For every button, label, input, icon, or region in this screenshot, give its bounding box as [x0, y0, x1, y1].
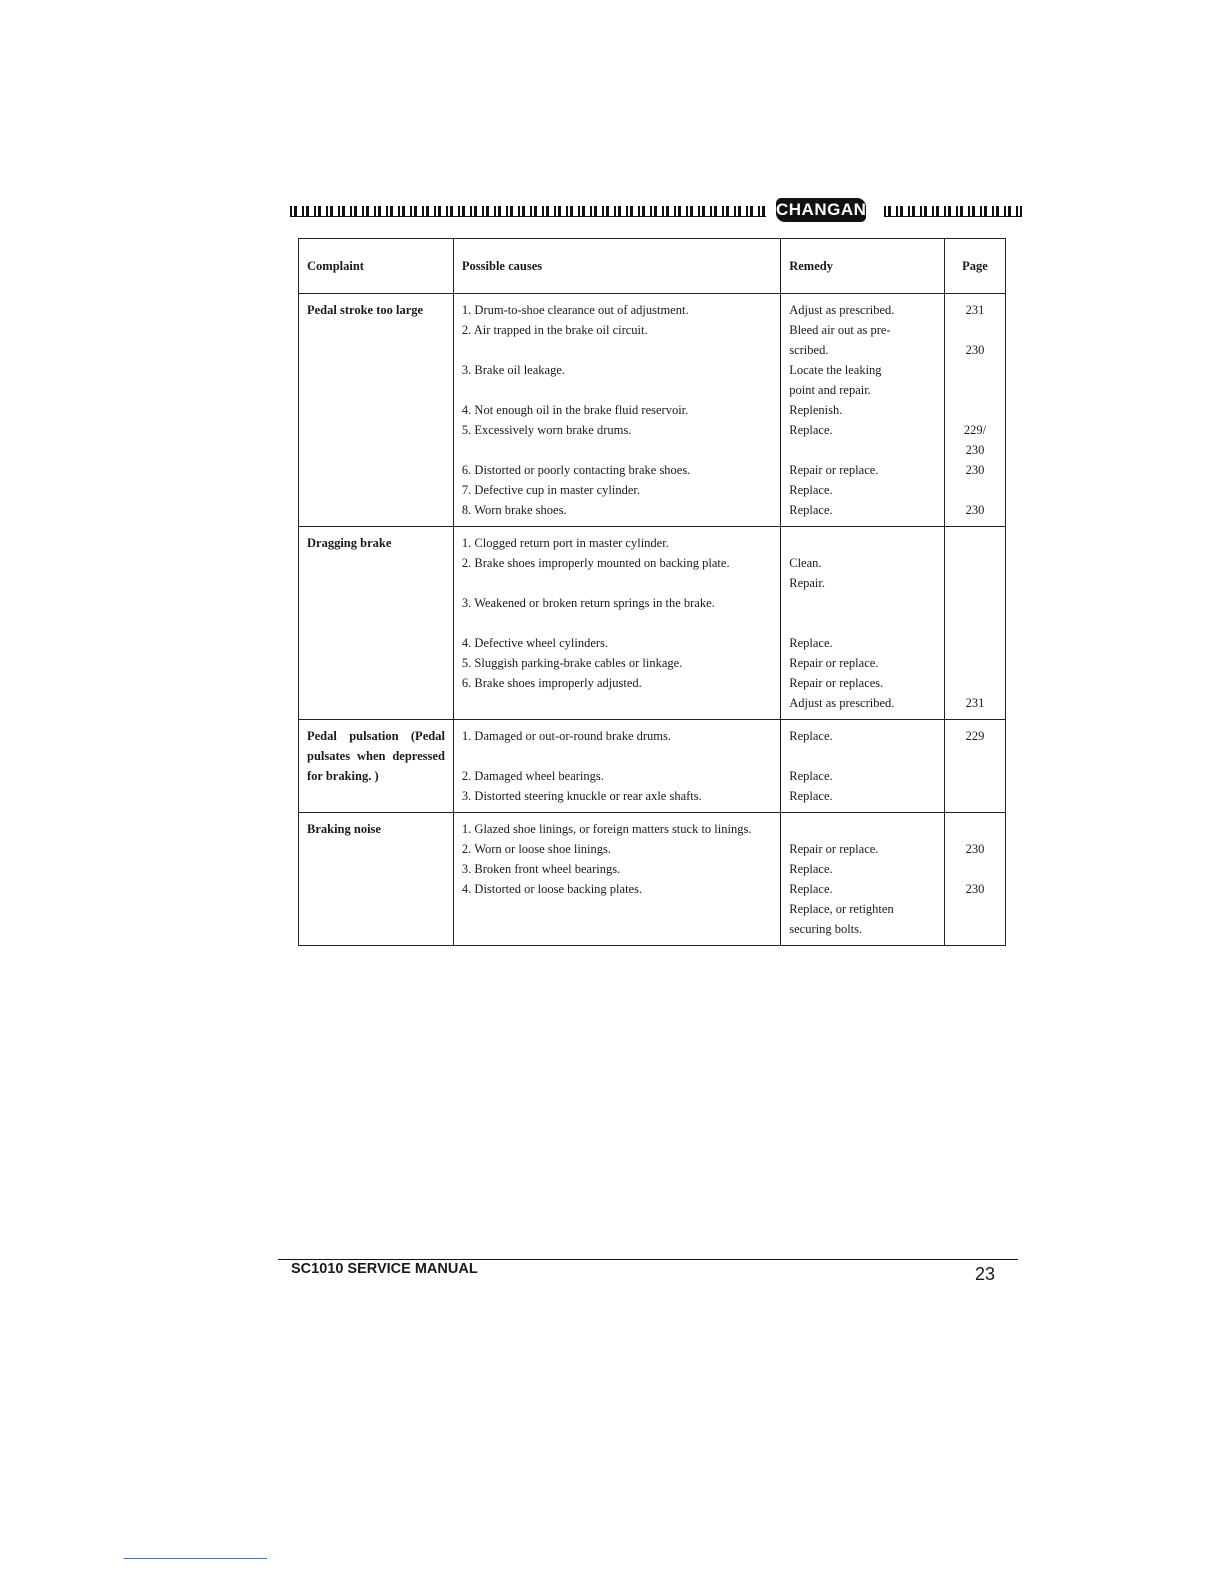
decorative-pattern-right	[884, 206, 1022, 217]
complaint-cell: Pedal pulsation (Pedal pulsates when depressed for braking. )	[299, 720, 454, 813]
page-ref-line	[953, 859, 997, 879]
cause-line: 4. Distorted or loose backing plates.	[461, 882, 643, 896]
table-header-row	[299, 239, 1006, 294]
page-ref-line	[953, 400, 997, 420]
table-row	[299, 720, 1006, 813]
page-ref-line	[953, 633, 997, 653]
header-causes: Possible causes	[453, 239, 780, 294]
remedy-line: Repair or replaces.	[789, 676, 884, 690]
page-ref-line: 231	[965, 303, 985, 317]
remedy-line: Replace.	[789, 636, 833, 650]
remedy	[781, 294, 945, 527]
remedy-line: Replace.	[789, 862, 833, 876]
cause-line: 1. Glazed shoe linings, or foreign matters stuck to linings.	[461, 822, 752, 836]
remedy-line: Adjust as prescribed.	[789, 696, 895, 710]
remedy-line: point and repair.	[789, 383, 871, 397]
cause-line: 3. Distorted steering knuckle or rear axle shafts.	[461, 789, 702, 803]
scan-artifact-line	[124, 1558, 267, 1559]
cause-line: 3. Weakened or broken return springs in the brake.	[461, 596, 715, 610]
header-page: Page	[944, 239, 1005, 294]
page-ref	[944, 720, 1005, 813]
remedy-line: Replace.	[789, 769, 833, 783]
cause-line: 7. Defective cup in master cylinder.	[461, 483, 640, 497]
page-ref-line: 230	[965, 503, 985, 517]
remedy-line: Replace, or retighten securing bolts.	[789, 902, 894, 936]
page-ref-line: 229/	[963, 423, 987, 437]
page-ref-line: 230	[965, 343, 985, 357]
page-ref-line	[953, 673, 997, 693]
page-ref-line	[953, 819, 997, 839]
cause	[453, 720, 780, 813]
remedy-line: Replace.	[789, 483, 833, 497]
page-ref-line: 230	[965, 463, 985, 477]
cause-line: 4. Not enough oil in the brake fluid reservoir.	[461, 403, 689, 417]
table-body	[299, 294, 1006, 946]
page-ref-line	[953, 320, 997, 340]
remedy-line: Adjust as prescribed.	[789, 303, 895, 317]
remedy-line	[789, 533, 936, 553]
cause	[453, 813, 780, 946]
page-ref	[944, 813, 1005, 946]
cause-line: 6. Distorted or poorly contacting brake shoes.	[461, 463, 691, 477]
cause-line	[462, 573, 772, 593]
page-ref-line: 230	[965, 842, 985, 856]
page-ref	[944, 527, 1005, 720]
remedy-line: Replace.	[789, 423, 833, 437]
cause-line: 1. Clogged return port in master cylinder.	[461, 536, 669, 550]
page-ref-line	[953, 480, 997, 500]
footer-title: SC1010 SERVICE MANUAL	[291, 1261, 478, 1277]
remedy	[781, 527, 945, 720]
page-ref-line	[953, 613, 997, 633]
table-row	[299, 813, 1006, 946]
remedy-line	[789, 440, 936, 460]
table-row	[299, 294, 1006, 527]
remedy-line: Replace.	[789, 503, 833, 517]
page-ref-line	[953, 553, 997, 573]
header-remedy: Remedy	[781, 239, 945, 294]
remedy-line	[789, 593, 936, 613]
cause-line	[462, 340, 772, 360]
brand-logo: CHANGAN	[776, 198, 866, 222]
cause-line: 1. Damaged or out-or-round brake drums.	[461, 729, 671, 743]
page-ref-line: 230	[965, 443, 985, 457]
cause-line: 3. Brake oil leakage.	[461, 363, 566, 377]
cause-line	[462, 380, 772, 400]
remedy-line	[789, 746, 936, 766]
cause-line: 2. Damaged wheel bearings.	[461, 769, 604, 783]
header-band	[290, 196, 1022, 226]
remedy-line: Replace.	[789, 729, 833, 743]
page-ref-line	[953, 593, 997, 613]
cause-line: 5. Sluggish parking-brake cables or linkage.	[461, 656, 683, 670]
page-ref-line: 229	[965, 729, 985, 743]
remedy	[781, 813, 945, 946]
decorative-pattern-left	[290, 206, 766, 217]
page-ref-line	[953, 573, 997, 593]
remedy	[781, 720, 945, 813]
footer-rule	[278, 1259, 1018, 1260]
cause-line: 2. Brake shoes improperly mounted on backing plate.	[461, 556, 730, 570]
complaint-cell: Dragging brake	[299, 527, 454, 720]
cause-line	[462, 440, 772, 460]
remedy-line: Repair or replace.	[789, 842, 879, 856]
remedy-line: Replace.	[789, 882, 833, 896]
remedy-line: Repair.	[789, 576, 825, 590]
cause-line: 2. Air trapped in the brake oil circuit.	[461, 323, 648, 337]
cause-line: 1. Drum-to-shoe clearance out of adjustment.	[461, 303, 689, 317]
header-complaint: Complaint	[299, 239, 454, 294]
cause-line: 8. Worn brake shoes.	[461, 503, 567, 517]
cause-line: 4. Defective wheel cylinders.	[461, 636, 609, 650]
page-ref-line	[953, 653, 997, 673]
remedy-line: Bleed air out as pre-	[789, 323, 891, 337]
remedy-line: Clean.	[789, 556, 822, 570]
cause-line	[462, 746, 772, 766]
complaint-cell: Pedal stroke too large	[299, 294, 454, 527]
cause-line	[462, 613, 772, 633]
remedy-line: Repair or replace.	[789, 656, 879, 670]
page-ref-line: 230	[965, 882, 985, 896]
remedy-line: Locate the leaking	[789, 363, 882, 377]
cause	[453, 294, 780, 527]
cause-line: 5. Excessively worn brake drums.	[461, 423, 632, 437]
remedy-line: Repair or replace.	[789, 463, 879, 477]
page-ref-line: 231	[965, 696, 985, 710]
cause-line: 2. Worn or loose shoe linings.	[461, 842, 612, 856]
cause	[453, 527, 780, 720]
cause-line: 6. Brake shoes improperly adjusted.	[461, 676, 642, 690]
troubleshooting-table	[298, 238, 1006, 946]
page-ref-line	[953, 533, 997, 553]
page-ref-line	[953, 360, 997, 380]
remedy-line	[789, 613, 936, 633]
remedy-line: scribed.	[789, 343, 829, 357]
cause-line: 3. Broken front wheel bearings.	[461, 862, 621, 876]
table-row	[299, 527, 1006, 720]
page-ref-line	[953, 380, 997, 400]
page-number: 23	[975, 1264, 996, 1284]
page-ref	[944, 294, 1005, 527]
remedy-line	[789, 819, 936, 839]
remedy-line: Replace.	[789, 789, 833, 803]
remedy-line: Replenish.	[789, 403, 843, 417]
complaint-cell: Braking noise	[299, 813, 454, 946]
